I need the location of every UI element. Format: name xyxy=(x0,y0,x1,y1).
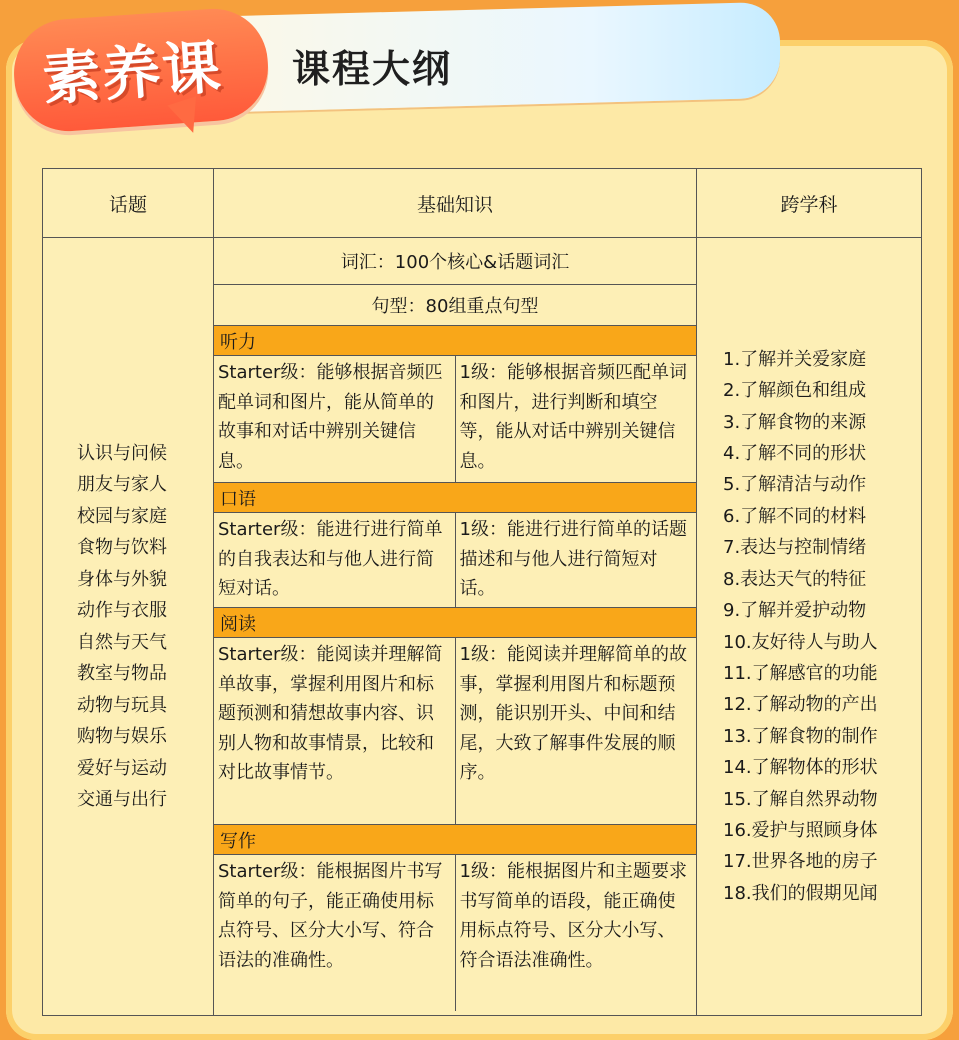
topic-item: 朋友与家人 xyxy=(77,474,167,495)
cross-item: 12.了解动物的产出 xyxy=(723,694,878,716)
cross-item: 18.我们的假期见闻 xyxy=(723,882,878,904)
topic-item: 自然与天气 xyxy=(77,631,167,653)
cross-item: 16.爱护与照顾身体 xyxy=(723,819,878,841)
topic-item: 食物与饮料 xyxy=(77,537,167,558)
topic-item: 购物与娱乐 xyxy=(77,726,167,747)
cross-item: 13.了解食物的制作 xyxy=(723,725,878,747)
cross-item: 5.了解清洁与动作 xyxy=(723,474,867,496)
cross-item: 1.了解并关爱家庭 xyxy=(723,348,867,370)
cross-item: 3.了解食物的来源 xyxy=(723,411,867,433)
cross-item: 11.了解感官的功能 xyxy=(723,662,878,684)
badge-label: 素养课 xyxy=(40,32,225,114)
topic-item: 认识与问候 xyxy=(77,442,167,464)
cross-subject-list xyxy=(697,238,922,1016)
cross-item: 6.了解不同的材料 xyxy=(723,505,867,527)
header-cross: 跨学科 xyxy=(697,169,922,238)
writing-level1: 1级：能根据图片和主题要求书写简单的语段，能正确使用标点符号、区分大小写、符合语法准确性。 xyxy=(455,855,696,1012)
topic-item: 教室与物品 xyxy=(77,663,167,684)
basic-knowledge-cell xyxy=(214,238,697,1016)
sentence-row: 句型：80组重点句型 xyxy=(214,285,696,326)
syllabus-table xyxy=(42,168,922,1016)
page-title: 课程大纲 xyxy=(292,47,453,91)
cross-item: 4.了解不同的形状 xyxy=(723,443,867,465)
writing-starter: Starter级：能根据图片书写简单的句子，能正确使用标点符号、区分大小写、符合语法的准确性。 xyxy=(214,855,455,1012)
reading-starter: Starter级：能阅读并理解简单故事，掌握利用图片和标题预测和猜想故事内容、识别人物和故事情景，比较和对比故事情节。 xyxy=(214,638,455,825)
cross-item: 14.了解物体的形状 xyxy=(723,757,878,779)
topic-item: 身体与外貌 xyxy=(77,568,167,590)
listening-level1: 1级：能够根据音频匹配单词和图片，进行判断和填空等，能从对话中辨别关键信息。 xyxy=(455,356,696,483)
vocab-row: 词汇：100个核心&话题词汇 xyxy=(214,238,696,285)
speaking-starter: Starter级：能进行进行简单的自我表达和与他人进行简短对话。 xyxy=(214,513,455,608)
speaking-level1: 1级：能进行进行简单的话题描述和与他人进行简短对话。 xyxy=(455,513,696,608)
listening-starter: Starter级：能够根据音频匹配单词和图片，能从简单的故事和对话中辨别关键信息。 xyxy=(214,356,455,483)
section-speaking: 口语 xyxy=(214,483,696,513)
header-basic: 基础知识 xyxy=(214,169,697,238)
topic-item: 爱好与运动 xyxy=(77,757,167,779)
header-topic: 话题 xyxy=(43,169,214,238)
reading-level1: 1级：能阅读并理解简单的故事，掌握利用图片和标题预测，能识别开头、中间和结尾，大致了解事件发展的顺序。 xyxy=(455,638,696,825)
cross-item: 9.了解并爱护动物 xyxy=(723,600,867,622)
cross-item: 15.了解自然界动物 xyxy=(723,788,878,810)
section-writing: 写作 xyxy=(214,825,696,855)
topic-item: 交通与出行 xyxy=(77,789,167,810)
section-reading: 阅读 xyxy=(214,608,696,638)
cross-item: 2.了解颜色和组成 xyxy=(723,380,867,402)
cross-item: 7.表达与控制情绪 xyxy=(723,537,867,559)
topic-item: 校园与家庭 xyxy=(77,505,167,527)
topic-item: 动物与玩具 xyxy=(77,694,167,716)
cross-item: 17.世界各地的房子 xyxy=(723,851,878,873)
section-listening: 听力 xyxy=(214,326,696,356)
cross-item: 10.友好待人与助人 xyxy=(723,631,878,653)
basic-knowledge-table xyxy=(214,238,696,1011)
topic-list xyxy=(43,238,214,1016)
cross-item: 8.表达天气的特征 xyxy=(723,568,867,590)
topic-item: 动作与衣服 xyxy=(77,600,167,621)
